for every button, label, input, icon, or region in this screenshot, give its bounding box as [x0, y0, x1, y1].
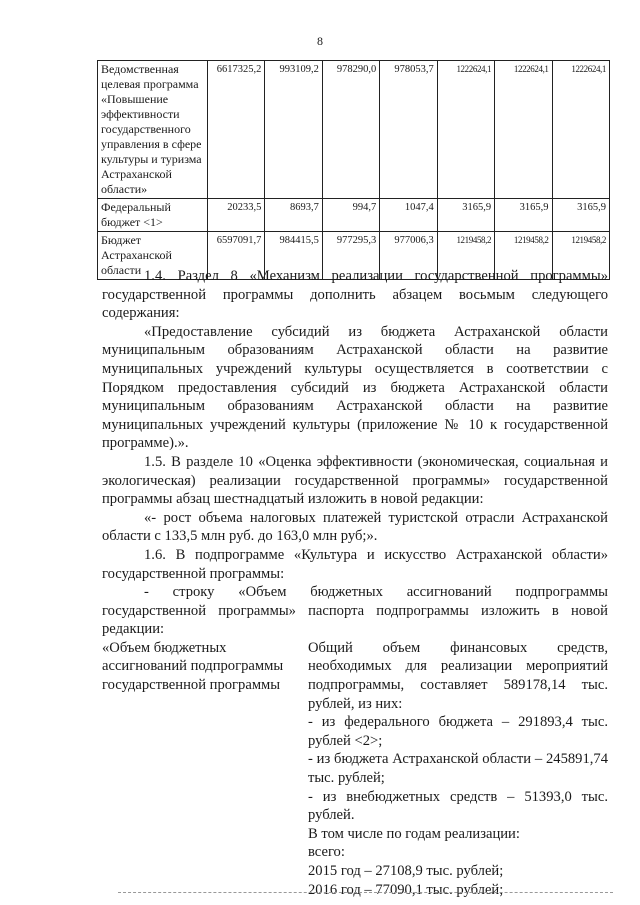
- paragraph-1-5: 1.5. В разделе 10 «Оценка эффективности (экономическая, социальная и экологическая) реализации государственной программы» государственной программы абзац шестнадцатый изложить в новой редакции:: [102, 453, 608, 508]
- table-cell: 1219458,2: [495, 232, 552, 280]
- passport-line: всего:: [308, 844, 345, 861]
- table-cell: 3165,9: [495, 199, 552, 232]
- paragraph-1-6-item: - строку «Объем бюджетных ассигнований подпрограммы государственной программы» паспорта подпрограммы изложить в новой редакции:: [102, 584, 608, 638]
- table-cell: 6597091,7: [208, 232, 265, 280]
- passport-line: - из внебюджетных средств – 51393,0 тыс. рублей.: [308, 788, 608, 824]
- table-cell: 1222624,1: [495, 61, 552, 199]
- page-number: 8: [317, 34, 323, 48]
- passport-line: 2015 год – 27108,9 тыс. рублей;: [308, 863, 504, 879]
- paragraph-1-5-quote: «- рост объема налоговых платежей туристской отрасли Астраханской области с 133,5 млн руб. до 163,0 млн руб;».: [102, 509, 608, 545]
- table-cell: 978290,0: [322, 61, 379, 199]
- passport-row: [102, 639, 608, 899]
- table-cell: 20233,5: [208, 199, 265, 232]
- table-cell: 1047,4: [380, 199, 437, 232]
- row-name: Федеральный бюджет <1>: [98, 199, 208, 232]
- paragraph-1-4-quote: «Предоставление субсидий из бюджета Астраханской области муниципальным образованиям Астраханской области на развитие муниципальных учреждений культуры осуществляется в соответствии с Порядком предоставления субсидий из бюджета Астраханской области муниципальным образованиям Астраханской области на развитие муниципальных учреждений культуры (приложение № 10 к государственной программе).».: [102, 323, 608, 452]
- row-name: Бюджет Астраханской области: [98, 232, 208, 280]
- paragraph-1-6: 1.6. В подпрограмме «Культура и искусство Астраханской области» государственной программы:: [102, 546, 608, 582]
- passport-line: - из бюджета Астраханской области – 245891,74 тыс. рублей;: [308, 751, 608, 787]
- paragraph-1-4: 1.4. Раздел 8 «Механизм реализации государственной программы» государственной программы дополнить абзацем восьмым следующего содержания:: [102, 268, 608, 322]
- table-cell: 1219458,2: [552, 232, 609, 280]
- passport-line: 2016 год – 77090,1 тыс. рублей;: [308, 881, 504, 898]
- table-row: [98, 199, 610, 232]
- table-cell: 977295,3: [322, 232, 379, 280]
- passport-label: «Объем бюджетных ассигнований подпрограммы государственной программы: [102, 639, 284, 694]
- table-cell: 1219458,2: [437, 232, 494, 280]
- passport-value: [308, 639, 608, 899]
- table-cell: 6617325,2: [208, 61, 265, 199]
- table-cell: 993109,2: [265, 61, 322, 199]
- table-cell: 1222624,1: [437, 61, 494, 199]
- row-name: Ведомственная целевая программа «Повышение эффективности государственного управления в сфере культуры и туризма Астраханской области»: [98, 61, 208, 199]
- passport-line: - из федерального бюджета – 291893,4 тыс. рублей <2>;: [308, 714, 608, 749]
- table-cell: 977006,3: [380, 232, 437, 280]
- table-cell: 978053,7: [380, 61, 437, 199]
- page-bottom-divider: [118, 892, 613, 893]
- table-cell: 984415,5: [265, 232, 322, 280]
- table-cell: 1222624,1: [552, 61, 609, 199]
- table-cell: 8693,7: [265, 199, 322, 232]
- table-cell: 3165,9: [437, 199, 494, 232]
- budget-table: [97, 60, 610, 280]
- table-row: [98, 61, 610, 199]
- table-cell: 3165,9: [552, 199, 609, 232]
- document-body: [102, 267, 608, 899]
- table-cell: 994,7: [322, 199, 379, 232]
- passport-line: Общий объем финансовых средств, необходимых для реализации мероприятий подпрограммы, составляет 589178,14 тыс. рублей, из них:: [308, 639, 608, 712]
- passport-line: В том числе по годам реализации:: [308, 825, 520, 842]
